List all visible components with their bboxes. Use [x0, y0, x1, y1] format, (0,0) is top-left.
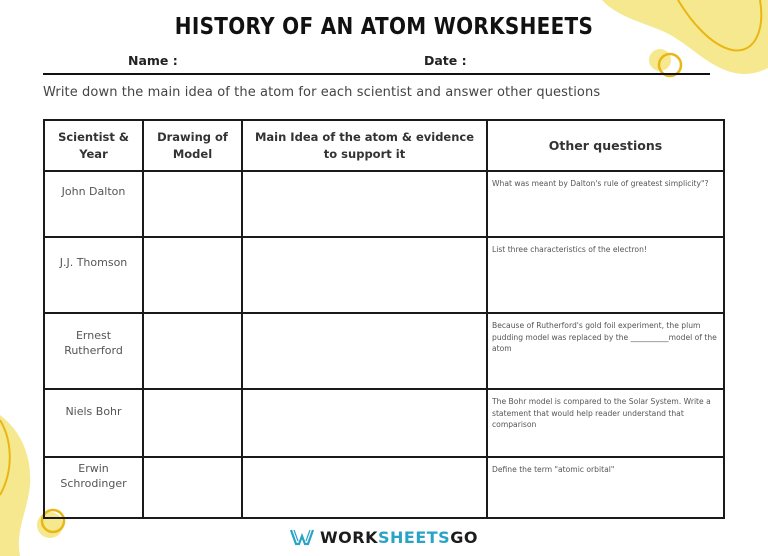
drawing-cell[interactable] — [143, 171, 242, 237]
scientist-cell: Erwin Schrodinger — [44, 457, 143, 518]
drawing-cell[interactable] — [143, 389, 242, 457]
logo-text-sheets: SHEETS — [377, 527, 451, 547]
header-drawing-of-model: Drawing of Model — [143, 120, 242, 171]
name-label: Name : — [128, 53, 178, 68]
logo-text-go: GO — [450, 527, 478, 547]
main-idea-cell[interactable] — [242, 457, 487, 518]
table-row — [44, 237, 724, 313]
drawing-cell[interactable] — [143, 313, 242, 389]
worksheet-title: HISTORY OF AN ATOM WORKSHEETS — [174, 12, 594, 40]
question-cell[interactable]: List three characteristics of the electron! — [487, 237, 724, 313]
name-date-underline — [43, 73, 710, 75]
drawing-cell[interactable] — [143, 237, 242, 313]
logo-text-work: WORK — [320, 527, 378, 547]
table-row — [44, 171, 724, 237]
main-idea-cell[interactable] — [242, 389, 487, 457]
question-cell[interactable]: Define the term "atomic orbital" — [487, 457, 724, 518]
main-idea-cell[interactable] — [242, 237, 487, 313]
header-other-questions: Other questions — [487, 120, 724, 171]
main-idea-cell[interactable] — [242, 313, 487, 389]
header-scientist-year: Scientist & Year — [44, 120, 143, 171]
scientist-cell: Ernest Rutherford — [44, 313, 143, 389]
header-main-idea: Main Idea of the atom & evidence to support it — [242, 120, 487, 171]
instructions-text: Write down the main idea of the atom for each scientist and answer other questions — [43, 85, 601, 100]
table-row — [44, 389, 724, 457]
worksheetsgo-logo — [290, 527, 478, 547]
question-cell[interactable]: Because of Rutherford's gold foil experiment, the plum pudding model was replaced by the __________model of the atom — [487, 313, 724, 389]
drawing-cell[interactable] — [143, 457, 242, 518]
table-row — [44, 313, 724, 389]
question-cell[interactable]: The Bohr model is compared to the Solar System. Write a statement that would help reader understand that comparison — [487, 389, 724, 457]
w-logo-icon — [290, 528, 314, 546]
table-header-row — [44, 120, 724, 171]
table-row — [44, 457, 724, 518]
main-idea-cell[interactable] — [242, 171, 487, 237]
scientist-cell: John Dalton — [44, 171, 143, 237]
date-label: Date : — [424, 53, 467, 68]
scientist-cell: J.J. Thomson — [44, 237, 143, 313]
question-cell[interactable]: What was meant by Dalton's rule of greatest simplicity"? — [487, 171, 724, 237]
worksheet-table — [43, 119, 725, 519]
scientist-cell: Niels Bohr — [44, 389, 143, 457]
